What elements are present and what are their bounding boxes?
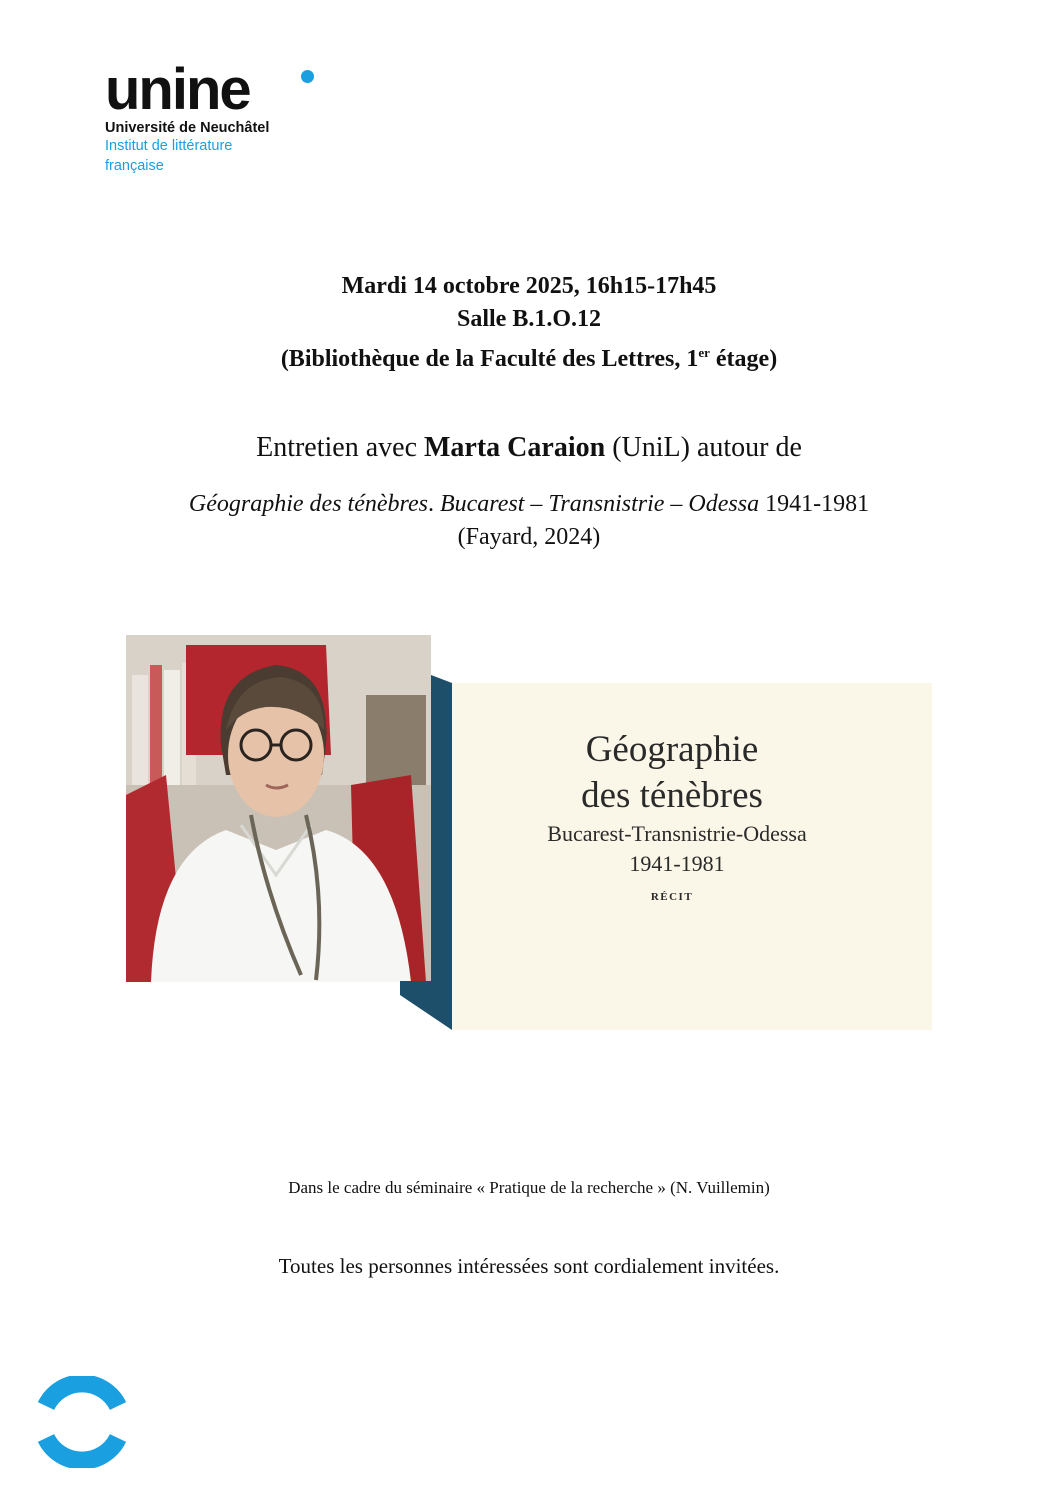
book-title-line: Géographie des ténèbres. Bucarest – Transnistrie – Odessa 1941-1981 — [188, 491, 870, 517]
logo-institute-line2: française — [105, 158, 164, 174]
book-reference — [0, 488, 1058, 554]
logo-dot-icon — [301, 70, 314, 83]
book-cover — [452, 683, 932, 1030]
cover-title: Géographie des ténèbres — [581, 729, 763, 816]
event-details — [0, 270, 1058, 376]
author-photo-illustration — [126, 635, 431, 982]
seminar-note: Dans le cadre du séminaire « Pratique de la recherche » (N. Vuillemin) — [288, 1178, 770, 1197]
event-room: Salle B.1.O.12 — [456, 306, 601, 332]
invitation-note: Toutes les personnes intéressées sont cordialement invitées. — [278, 1254, 780, 1278]
event-location: (Bibliothèque de la Faculté des Lettres, 1er étage) — [280, 345, 778, 372]
logo-university: Université de Neuchâtel — [105, 120, 270, 136]
logo-institute-line1: Institut de littérature — [105, 138, 233, 154]
logo-wordmark-text: unine — [105, 57, 250, 122]
event-date-time: Mardi 14 octobre 2025, 16h15-17h45 — [341, 273, 717, 299]
book-publisher: (Fayard, 2024) — [457, 524, 601, 550]
unine-ring-icon — [36, 1376, 128, 1468]
author-photo — [126, 635, 431, 982]
talk-line: Entretien avec Marta Caraion (UniL) autour de — [256, 432, 802, 463]
cover-kind: RÉCIT — [650, 891, 694, 903]
logo-wordmark — [105, 57, 250, 122]
cover-subtitle: Bucarest-Transnistrie-Odessa 1941-1981 — [547, 821, 807, 876]
unine-logo — [105, 57, 270, 176]
speaker-name: Marta Caraion — [424, 432, 606, 463]
